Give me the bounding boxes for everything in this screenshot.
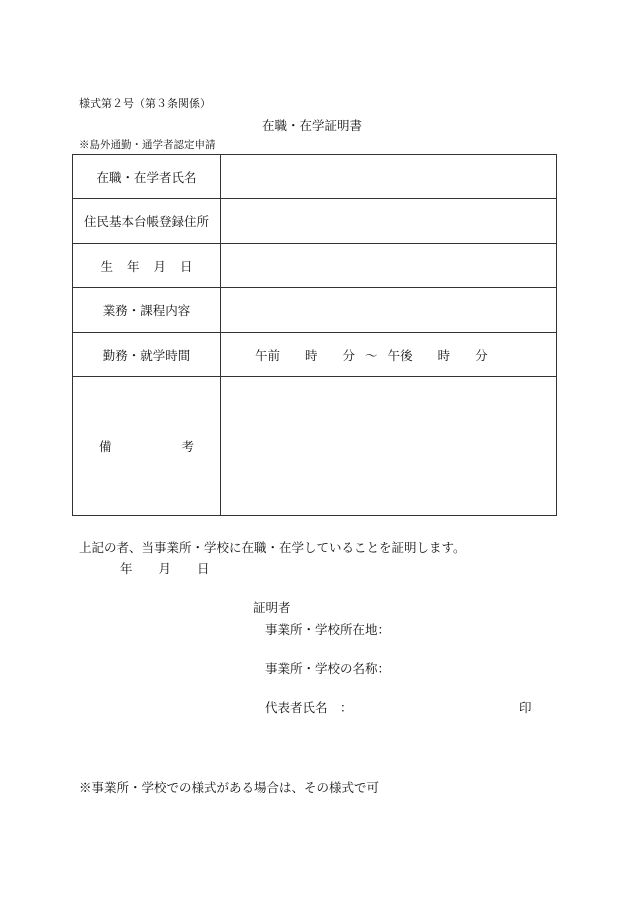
date-month: 月 xyxy=(158,561,172,576)
remarks-label-part2: 考 xyxy=(181,439,194,454)
form-number: 様式第２号（第３条関係） xyxy=(79,97,211,110)
birthdate-label xyxy=(73,244,221,287)
birth-tsuki: 月 xyxy=(153,258,167,274)
hours-range xyxy=(221,333,556,376)
address-label: 住民基本台帳登録住所 xyxy=(73,199,221,243)
certifier-address-label: 事業所・学校所在地： xyxy=(265,622,391,637)
application-note: ※島外通勤・通学者認定申請 xyxy=(79,139,216,151)
hours-min-end: 分 xyxy=(475,347,488,363)
table-row-address xyxy=(73,199,556,244)
hours-hour-start: 時 xyxy=(305,347,318,363)
duties-label: 業務・課程内容 xyxy=(73,288,221,332)
hours-label: 勤務・就学時間 xyxy=(73,333,221,376)
date-day: 日 xyxy=(197,561,210,576)
birth-hi: 日 xyxy=(180,258,193,274)
hours-pm: 午後 xyxy=(387,347,413,363)
duties-value-field[interactable] xyxy=(221,288,556,332)
address-value-field[interactable] xyxy=(221,199,556,243)
hours-tilde: ～ xyxy=(365,347,378,363)
table-row-duties xyxy=(73,288,556,333)
table-row-birthdate xyxy=(73,244,556,288)
page-title: 在職・在学証明書 xyxy=(262,118,363,133)
name-value-field[interactable] xyxy=(221,155,556,198)
certification-statement: 上記の者、当事業所・学校に在職・在学していることを証明します。 xyxy=(79,540,466,555)
representative-name-label: 代表者氏名 ： xyxy=(265,700,353,715)
hours-am: 午前 xyxy=(255,347,281,363)
table-row-remarks xyxy=(73,377,556,515)
birthdate-value-field[interactable] xyxy=(221,244,556,287)
certifier-name-label: 事業所・学校の名称： xyxy=(265,661,391,676)
certification-date xyxy=(120,559,210,577)
form-note: ※事業所・学校での様式がある場合は、その様式で可 xyxy=(79,780,380,795)
certificate-table xyxy=(72,154,557,516)
name-label: 在職・在学者氏名 xyxy=(73,155,221,198)
table-row-hours xyxy=(73,333,556,377)
seal-mark: 印 xyxy=(519,700,532,715)
date-year: 年 xyxy=(120,561,133,576)
hours-hour-end: 時 xyxy=(437,347,451,363)
table-row-name xyxy=(73,155,556,199)
remarks-label-part1: 備 xyxy=(99,439,112,454)
hours-value-field[interactable] xyxy=(221,333,556,376)
birth-sei: 生 xyxy=(100,258,113,274)
birth-nen: 年 xyxy=(126,258,140,274)
certifier-heading: 証明者 xyxy=(253,600,291,615)
hours-min-start: 分 xyxy=(342,347,356,363)
remarks-label xyxy=(73,377,221,515)
remarks-value-field[interactable] xyxy=(221,377,556,515)
